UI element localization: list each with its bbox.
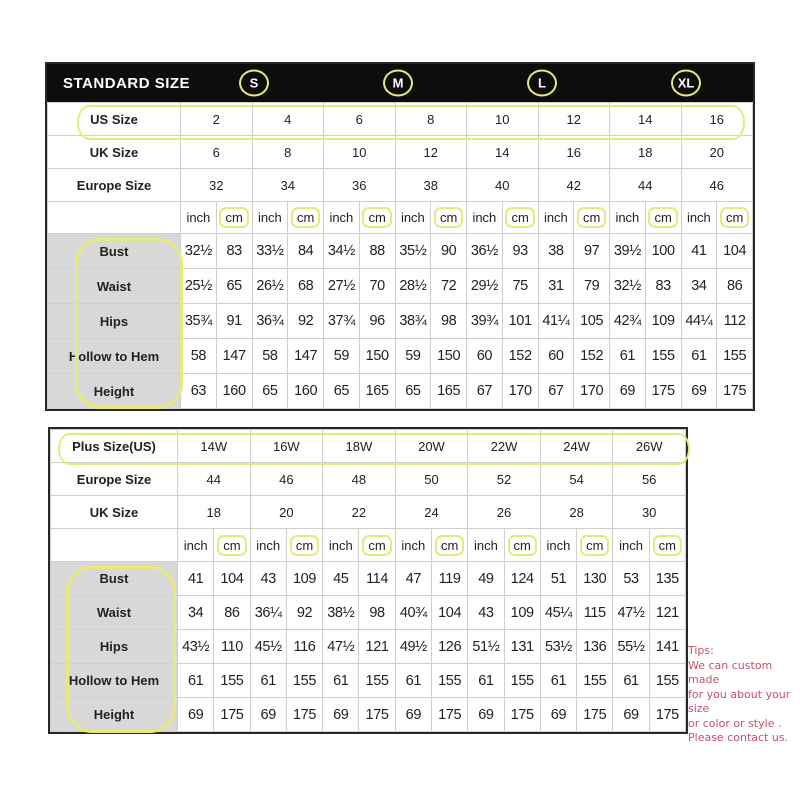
cm-unit-cell: [359, 202, 395, 234]
cm-highlight: cm: [434, 207, 463, 228]
row-label: Hips: [48, 304, 181, 339]
measure-cell: 29½: [467, 269, 503, 304]
measure-cell: 47: [395, 562, 431, 596]
measure-cell: 124: [504, 562, 540, 596]
inch-unit-cell: inch: [538, 202, 574, 234]
measure-cell: 49½: [395, 630, 431, 664]
measure-cell: 83: [216, 234, 252, 269]
inch-unit-cell: inch: [540, 529, 576, 562]
measure-cell: 65: [216, 269, 252, 304]
measure-cell: 63: [181, 374, 217, 409]
size-cell: 8: [395, 103, 467, 136]
row-label: UK Size: [48, 136, 181, 169]
measure-row: [51, 630, 686, 664]
measure-cell: 69: [395, 698, 431, 732]
plus-size-grid: [50, 429, 686, 732]
measure-cell: 150: [359, 339, 395, 374]
measure-cell: 110: [214, 630, 250, 664]
measure-cell: 165: [431, 374, 467, 409]
inch-unit-cell: inch: [323, 529, 359, 562]
measure-row: [48, 269, 753, 304]
measure-cell: 34½: [324, 234, 360, 269]
measure-cell: 32½: [610, 269, 646, 304]
row-label: Waist: [48, 269, 181, 304]
measure-cell: 109: [286, 562, 322, 596]
measure-cell: 53: [613, 562, 649, 596]
cm-unit-cell: [431, 529, 467, 562]
measure-cell: 91: [216, 304, 252, 339]
size-group-l: L: [527, 70, 557, 97]
measure-cell: 109: [504, 596, 540, 630]
measure-cell: 152: [502, 339, 538, 374]
measure-cell: 160: [216, 374, 252, 409]
size-cell: 6: [181, 136, 253, 169]
measure-cell: 130: [577, 562, 613, 596]
row-label: Bust: [48, 234, 181, 269]
measure-cell: 59: [324, 339, 360, 374]
size-cell: 46: [250, 463, 323, 496]
size-cell: 26W: [613, 430, 686, 463]
measure-cell: 155: [649, 664, 685, 698]
measure-cell: 93: [502, 234, 538, 269]
cm-highlight: cm: [580, 535, 609, 556]
measure-cell: 61: [540, 664, 576, 698]
measure-cell: 49: [468, 562, 504, 596]
measure-cell: 38: [538, 234, 574, 269]
measure-cell: 79: [574, 269, 610, 304]
measure-cell: 27½: [324, 269, 360, 304]
measure-cell: 47½: [613, 596, 649, 630]
measure-row: [48, 339, 753, 374]
cm-unit-cell: [717, 202, 753, 234]
inch-unit-cell: inch: [181, 202, 217, 234]
measure-cell: 147: [288, 339, 324, 374]
measure-cell: 40¾: [395, 596, 431, 630]
tips-title: Tips:: [688, 644, 714, 657]
measure-cell: 38¾: [395, 304, 431, 339]
size-cell: 54: [540, 463, 613, 496]
measure-cell: 61: [613, 664, 649, 698]
measure-cell: 121: [359, 630, 395, 664]
cm-highlight: cm: [290, 535, 319, 556]
size-cell: 16W: [250, 430, 323, 463]
measure-row: [51, 664, 686, 698]
measure-cell: 88: [359, 234, 395, 269]
measure-cell: 39½: [610, 234, 646, 269]
cm-unit-cell: [431, 202, 467, 234]
measure-cell: 65: [395, 374, 431, 409]
measure-cell: 41: [178, 562, 214, 596]
measure-cell: 152: [574, 339, 610, 374]
measure-cell: 109: [645, 304, 681, 339]
size-cell: 50: [395, 463, 468, 496]
inch-unit-cell: inch: [324, 202, 360, 234]
size-group-s: S: [239, 70, 269, 97]
measure-cell: 175: [577, 698, 613, 732]
measure-cell: 175: [504, 698, 540, 732]
standard-size-body: [48, 103, 753, 409]
cm-highlight: cm: [653, 535, 682, 556]
measure-row: [48, 374, 753, 409]
size-cell: 2: [181, 103, 253, 136]
measure-cell: 69: [681, 374, 717, 409]
measure-cell: 175: [645, 374, 681, 409]
size-cell: 18: [178, 496, 251, 529]
measure-cell: 72: [431, 269, 467, 304]
measure-cell: 104: [717, 234, 753, 269]
measure-cell: 115: [577, 596, 613, 630]
measure-cell: 28½: [395, 269, 431, 304]
cm-highlight: cm: [291, 207, 320, 228]
measure-cell: 42¾: [610, 304, 646, 339]
size-cell: 52: [468, 463, 541, 496]
cm-unit-cell: [577, 529, 613, 562]
size-cell: 18: [610, 136, 682, 169]
measure-cell: 155: [645, 339, 681, 374]
measure-cell: 96: [359, 304, 395, 339]
row-label: Europe Size: [48, 169, 181, 202]
measure-cell: 61: [323, 664, 359, 698]
tips-line-3: or color or style .: [688, 716, 782, 730]
size-cell: 14: [467, 136, 539, 169]
measure-cell: 32½: [181, 234, 217, 269]
cm-highlight: cm: [362, 535, 391, 556]
measure-cell: 98: [431, 304, 467, 339]
size-cell: 38: [395, 169, 467, 202]
size-cell: 12: [395, 136, 467, 169]
measure-cell: 61: [250, 664, 286, 698]
measure-cell: 45½: [250, 630, 286, 664]
row-label: Plus Size(US): [51, 430, 178, 463]
size-cell: 40: [467, 169, 539, 202]
measure-cell: 37¾: [324, 304, 360, 339]
size-cell: 26: [468, 496, 541, 529]
measure-cell: 175: [717, 374, 753, 409]
measure-cell: 38½: [323, 596, 359, 630]
measure-cell: 105: [574, 304, 610, 339]
cm-highlight: cm: [217, 535, 246, 556]
measure-cell: 35¾: [181, 304, 217, 339]
measure-cell: 75: [502, 269, 538, 304]
cm-highlight: cm: [577, 207, 606, 228]
cm-unit-cell: [504, 529, 540, 562]
measure-cell: 34: [178, 596, 214, 630]
measure-cell: 53½: [540, 630, 576, 664]
cm-unit-cell: [216, 202, 252, 234]
size-cell: 24: [395, 496, 468, 529]
size-group-xl: XL: [671, 70, 701, 97]
measure-cell: 165: [359, 374, 395, 409]
size-cell: 6: [324, 103, 396, 136]
measure-row: [48, 304, 753, 339]
inch-unit-cell: inch: [250, 529, 286, 562]
size-row: [48, 136, 753, 169]
measure-cell: 86: [214, 596, 250, 630]
measure-cell: 43: [468, 596, 504, 630]
cm-unit-cell: [574, 202, 610, 234]
measure-row: [48, 234, 753, 269]
empty-label-cell: [51, 529, 178, 562]
measure-row: [51, 562, 686, 596]
size-cell: 14W: [178, 430, 251, 463]
size-cell: 44: [610, 169, 682, 202]
size-cell: 16: [681, 103, 753, 136]
measure-cell: 34: [681, 269, 717, 304]
measure-cell: 112: [717, 304, 753, 339]
measure-cell: 69: [613, 698, 649, 732]
measure-cell: 97: [574, 234, 610, 269]
cm-unit-cell: [359, 529, 395, 562]
measure-row: [51, 698, 686, 732]
measure-cell: 65: [252, 374, 288, 409]
cm-unit-cell: [502, 202, 538, 234]
measure-cell: 67: [467, 374, 503, 409]
measure-cell: 51: [540, 562, 576, 596]
measure-cell: 155: [504, 664, 540, 698]
measure-cell: 43: [250, 562, 286, 596]
inch-unit-cell: inch: [610, 202, 646, 234]
size-cell: 18W: [323, 430, 396, 463]
size-group-m: M: [383, 70, 413, 97]
cm-unit-cell: [286, 529, 322, 562]
cm-unit-cell: [214, 529, 250, 562]
measure-cell: 69: [250, 698, 286, 732]
inch-unit-cell: inch: [178, 529, 214, 562]
size-cell: 34: [252, 169, 324, 202]
row-label: Hips: [51, 630, 178, 664]
measure-cell: 155: [577, 664, 613, 698]
measure-cell: 126: [431, 630, 467, 664]
tips-note: [688, 644, 800, 746]
measure-cell: 170: [502, 374, 538, 409]
measure-cell: 175: [431, 698, 467, 732]
measure-cell: 55½: [613, 630, 649, 664]
measure-cell: 36¼: [250, 596, 286, 630]
measure-cell: 83: [645, 269, 681, 304]
measure-cell: 41¼: [538, 304, 574, 339]
measure-cell: 45¼: [540, 596, 576, 630]
measure-cell: 92: [288, 304, 324, 339]
measure-cell: 86: [717, 269, 753, 304]
measure-cell: 90: [431, 234, 467, 269]
plus-size-table: [48, 427, 688, 734]
measure-cell: 69: [540, 698, 576, 732]
size-cell: 20: [681, 136, 753, 169]
measure-cell: 39¾: [467, 304, 503, 339]
cm-unit-cell: [645, 202, 681, 234]
measure-cell: 60: [467, 339, 503, 374]
standard-size-title: STANDARD SIZE: [63, 74, 191, 92]
size-cell: 36: [324, 169, 396, 202]
row-label: Hollow to Hem: [48, 339, 181, 374]
measure-cell: 51½: [468, 630, 504, 664]
measure-cell: 175: [286, 698, 322, 732]
size-cell: 12: [538, 103, 610, 136]
measure-cell: 119: [431, 562, 467, 596]
inch-unit-cell: inch: [252, 202, 288, 234]
row-label: Europe Size: [51, 463, 178, 496]
measure-cell: 58: [252, 339, 288, 374]
measure-cell: 136: [577, 630, 613, 664]
cm-highlight: cm: [362, 207, 391, 228]
standard-size-grid: [47, 102, 753, 409]
measure-cell: 155: [431, 664, 467, 698]
row-label: Waist: [51, 596, 178, 630]
unit-row: [51, 529, 686, 562]
cm-highlight: cm: [648, 207, 677, 228]
size-cell: 16: [538, 136, 610, 169]
measure-cell: 61: [395, 664, 431, 698]
measure-cell: 155: [214, 664, 250, 698]
cm-highlight: cm: [505, 207, 534, 228]
measure-cell: 70: [359, 269, 395, 304]
measure-cell: 26½: [252, 269, 288, 304]
inch-unit-cell: inch: [395, 529, 431, 562]
tips-line-2: for you about your size: [688, 687, 791, 715]
size-cell: 10: [324, 136, 396, 169]
measure-cell: 59: [395, 339, 431, 374]
size-row: [51, 430, 686, 463]
measure-cell: 33½: [252, 234, 288, 269]
inch-unit-cell: inch: [467, 202, 503, 234]
measure-cell: 160: [288, 374, 324, 409]
size-cell: 42: [538, 169, 610, 202]
measure-cell: 104: [214, 562, 250, 596]
size-cell: 24W: [540, 430, 613, 463]
measure-cell: 61: [610, 339, 646, 374]
measure-cell: 175: [359, 698, 395, 732]
measure-cell: 69: [610, 374, 646, 409]
measure-cell: 155: [286, 664, 322, 698]
measure-cell: 147: [216, 339, 252, 374]
measure-cell: 175: [649, 698, 685, 732]
measure-cell: 43½: [178, 630, 214, 664]
measure-cell: 61: [178, 664, 214, 698]
measure-cell: 31: [538, 269, 574, 304]
measure-cell: 25½: [181, 269, 217, 304]
measure-cell: 60: [538, 339, 574, 374]
measure-cell: 131: [504, 630, 540, 664]
cm-highlight: cm: [219, 207, 248, 228]
measure-cell: 104: [431, 596, 467, 630]
tips-line-4: Please contact us.: [688, 731, 789, 744]
size-cell: 8: [252, 136, 324, 169]
inch-unit-cell: inch: [468, 529, 504, 562]
standard-size-table: [45, 62, 755, 411]
measure-cell: 61: [468, 664, 504, 698]
cm-unit-cell: [649, 529, 685, 562]
measure-cell: 44¼: [681, 304, 717, 339]
measure-cell: 98: [359, 596, 395, 630]
measure-cell: 170: [574, 374, 610, 409]
measure-cell: 68: [288, 269, 324, 304]
cm-highlight: cm: [435, 535, 464, 556]
inch-unit-cell: inch: [613, 529, 649, 562]
cm-unit-cell: [288, 202, 324, 234]
plus-size-body: [51, 430, 686, 732]
cm-highlight: cm: [508, 535, 537, 556]
measure-cell: 121: [649, 596, 685, 630]
measure-cell: 41: [681, 234, 717, 269]
tips-line-1: We can custom made: [688, 658, 773, 686]
size-row: [48, 169, 753, 202]
measure-cell: 61: [681, 339, 717, 374]
measure-cell: 150: [431, 339, 467, 374]
size-cell: 14: [610, 103, 682, 136]
size-cell: 20W: [395, 430, 468, 463]
measure-cell: 135: [649, 562, 685, 596]
measure-cell: 92: [286, 596, 322, 630]
measure-cell: 45: [323, 562, 359, 596]
size-cell: 56: [613, 463, 686, 496]
measure-cell: 58: [181, 339, 217, 374]
size-cell: 28: [540, 496, 613, 529]
measure-cell: 69: [323, 698, 359, 732]
measure-cell: 35½: [395, 234, 431, 269]
measure-cell: 114: [359, 562, 395, 596]
standard-size-header: [47, 64, 753, 102]
size-cell: 22W: [468, 430, 541, 463]
size-row: [51, 496, 686, 529]
size-cell: 32: [181, 169, 253, 202]
measure-cell: 175: [214, 698, 250, 732]
size-cell: 48: [323, 463, 396, 496]
measure-cell: 67: [538, 374, 574, 409]
measure-cell: 141: [649, 630, 685, 664]
inch-unit-cell: inch: [681, 202, 717, 234]
size-cell: 10: [467, 103, 539, 136]
row-label: UK Size: [51, 496, 178, 529]
size-cell: 20: [250, 496, 323, 529]
measure-cell: 36½: [467, 234, 503, 269]
measure-cell: 36¾: [252, 304, 288, 339]
inch-unit-cell: inch: [395, 202, 431, 234]
row-label: Height: [48, 374, 181, 409]
unit-row: [48, 202, 753, 234]
measure-row: [51, 596, 686, 630]
measure-cell: 155: [359, 664, 395, 698]
measure-cell: 47½: [323, 630, 359, 664]
size-row: [48, 103, 753, 136]
size-cell: 46: [681, 169, 753, 202]
size-cell: 30: [613, 496, 686, 529]
measure-cell: 101: [502, 304, 538, 339]
row-label: Bust: [51, 562, 178, 596]
measure-cell: 116: [286, 630, 322, 664]
empty-label-cell: [48, 202, 181, 234]
measure-cell: 69: [178, 698, 214, 732]
measure-cell: 155: [717, 339, 753, 374]
measure-cell: 84: [288, 234, 324, 269]
measure-cell: 100: [645, 234, 681, 269]
size-cell: 4: [252, 103, 324, 136]
size-row: [51, 463, 686, 496]
measure-cell: 69: [468, 698, 504, 732]
size-cell: 44: [178, 463, 251, 496]
row-label: US Size: [48, 103, 181, 136]
row-label: Hollow to Hem: [51, 664, 178, 698]
row-label: Height: [51, 698, 178, 732]
cm-highlight: cm: [720, 207, 749, 228]
measure-cell: 65: [324, 374, 360, 409]
size-cell: 22: [323, 496, 396, 529]
